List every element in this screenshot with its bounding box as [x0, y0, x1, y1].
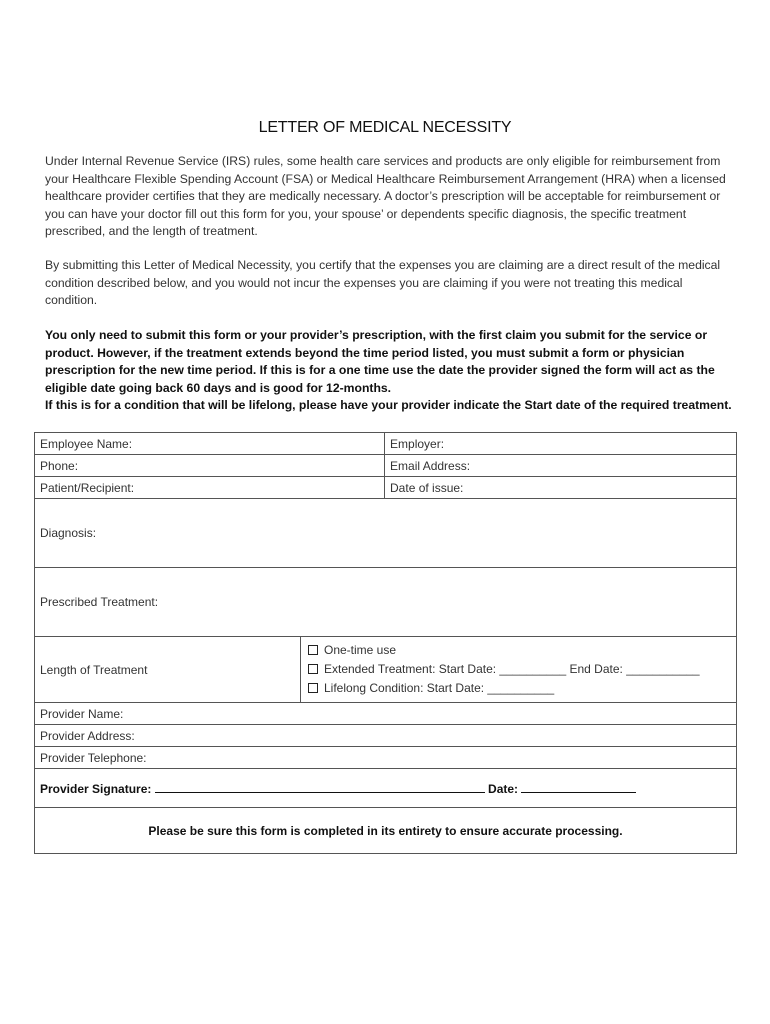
checkbox-icon[interactable]	[308, 664, 318, 674]
signature-label: Provider Signature:	[40, 782, 152, 796]
signature-date-line[interactable]	[521, 780, 636, 793]
length-label-text: Length of Treatment	[40, 662, 148, 677]
lifelong-paragraph: If this is for a condition that will be lifelong, please have your provider indicate the Start date of the required treatment.	[45, 398, 732, 412]
email-field[interactable]: Email Address:	[385, 455, 737, 477]
date-of-issue-field[interactable]: Date of issue:	[385, 477, 737, 499]
one-time-option[interactable]	[306, 641, 731, 660]
certification-paragraph: By submitting this Letter of Medical Necessity, you certify that the expenses you are claiming are a direct result of the medical condition described below, and you would not incur the expenses you are claiming if you were not treating this medical condition.	[45, 258, 721, 307]
patient-field[interactable]: Patient/Recipient:	[35, 477, 385, 499]
provider-telephone-field[interactable]: Provider Telephone:	[35, 747, 737, 769]
provider-signature-row	[35, 769, 737, 808]
lifelong-label: Lifelong Condition: Start Date: __________	[324, 681, 555, 695]
extended-option[interactable]	[306, 660, 731, 679]
intro-paragraph: Under Internal Revenue Service (IRS) rules, some health care services and products are only eligible for reimbursement from your Healthcare Flexible Spending Account (FSA) or Medical Healthcare Reimbursement Arrangement (HRA) when a licensed healthcare provider certifies that they are medically necessary. A doctor’s prescription will be acceptable for reimbursement or you can have your doctor fill out this form for you, your spouse’ or dependents specific diagnosis, the specific treatment prescribed, and the length of treatment.	[45, 154, 726, 238]
employer-field[interactable]: Employer:	[385, 433, 737, 455]
one-time-label: One-time use	[324, 643, 397, 657]
extended-label: Extended Treatment: Start Date: __________ End Date: ___________	[324, 662, 700, 676]
diagnosis-field[interactable]: Diagnosis:	[35, 499, 737, 568]
provider-address-field[interactable]: Provider Address:	[35, 725, 737, 747]
medical-necessity-form	[34, 432, 737, 854]
prescribed-treatment-field[interactable]: Prescribed Treatment:	[35, 568, 737, 637]
length-of-treatment-label	[35, 637, 301, 703]
checkbox-icon[interactable]	[308, 645, 318, 655]
submission-paragraph: You only need to submit this form or your provider’s prescription, with the first claim you submit for the service or product. However, if the treatment extends beyond the time period listed, you must submit a form or physician prescription for the new time period. If this is for a one time use the date the provider signed the form will act as the eligible date going back 60 days and is good for 12-months.	[45, 328, 715, 395]
checkbox-icon[interactable]	[308, 683, 318, 693]
provider-name-field[interactable]: Provider Name:	[35, 703, 737, 725]
employee-name-field[interactable]: Employee Name:	[35, 433, 385, 455]
phone-field[interactable]: Phone:	[35, 455, 385, 477]
submission-instructions	[45, 327, 745, 415]
footer-note: Please be sure this form is completed in its entirety to ensure accurate processing.	[35, 808, 737, 854]
signature-line[interactable]	[155, 780, 485, 793]
treatment-options	[301, 637, 737, 703]
lifelong-option[interactable]	[306, 679, 731, 698]
signature-date-label: Date:	[488, 782, 519, 796]
page-title: LETTER OF MEDICAL NECESSITY	[258, 119, 512, 136]
